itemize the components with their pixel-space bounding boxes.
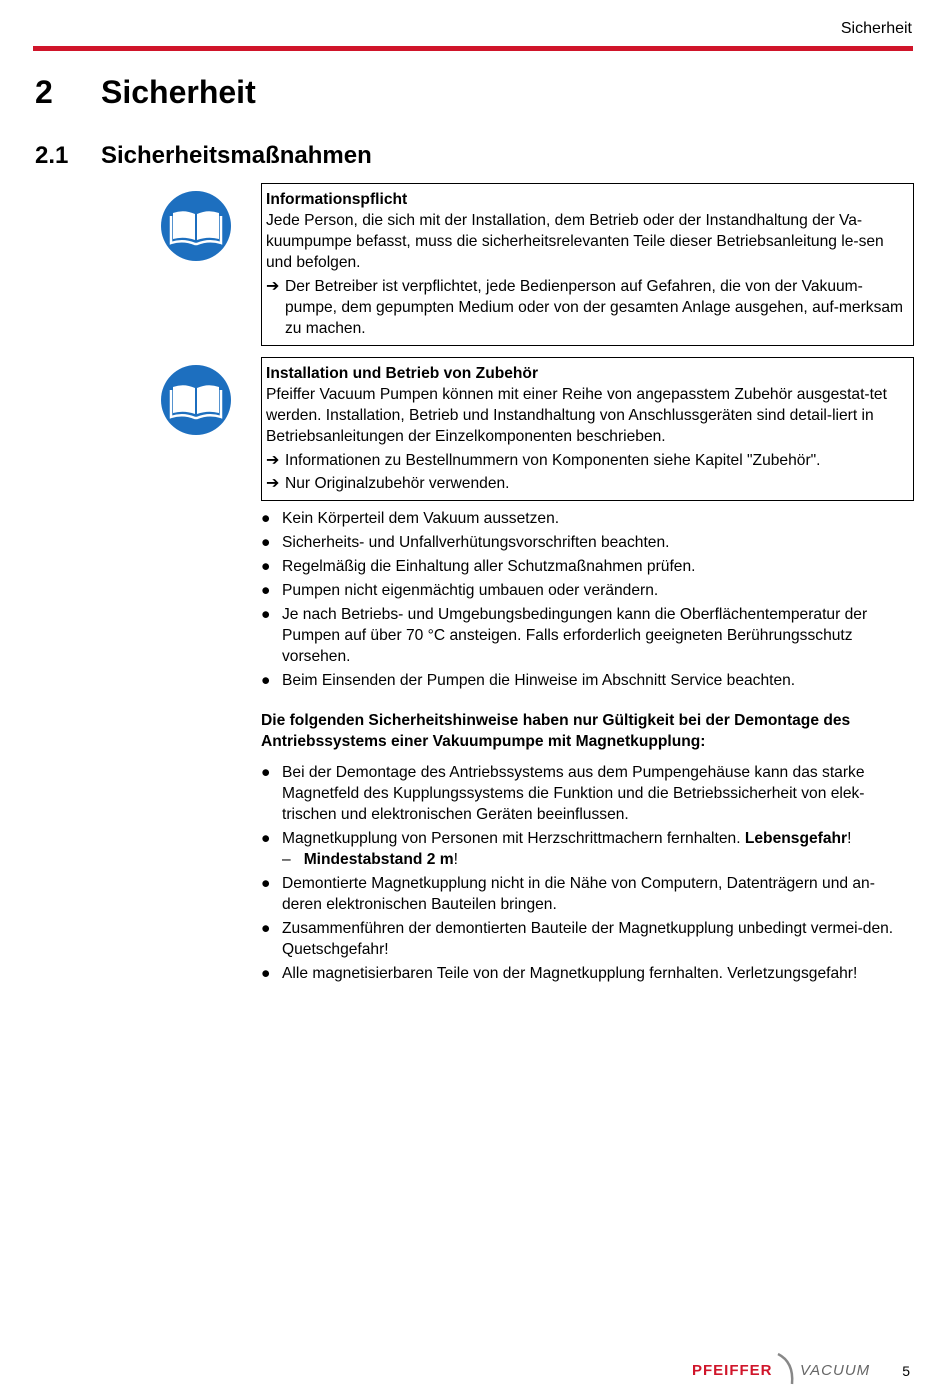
arrow-item xyxy=(266,473,909,494)
dash: – xyxy=(282,851,291,868)
safety-bullets xyxy=(261,508,911,694)
list-item-text: Bei der Demontage des Antriebssystems aus dem Pumpengehäuse kann das starke Magnetfeld des Kupplungssystems die Funktion und die Betriebssicherheit von elek-trischen und elektronischen Geräten beeinflussen. xyxy=(282,764,865,823)
arrow-icon: ➔ xyxy=(266,452,280,469)
logo-text-right: VACUUM xyxy=(800,1362,871,1379)
arrow-icon: ➔ xyxy=(266,278,280,295)
box-text: Jede Person, die sich mit der Installation, dem Betrieb oder der Instandhaltung der Va-kuumpumpe befasst, muss die sicherheitsrelevanten Teile dieser Betriebsanleitung le-sen und befolgen. xyxy=(266,212,884,271)
list-item xyxy=(261,873,911,915)
list-item-text: Je nach Betriebs- und Umgebungsbedingungen kann die Oberflächentemperatur der Pumpen auf über 70 °C ansteigen. Falls erforderlich geeigneten Berührungsschutz vorsehen. xyxy=(282,606,868,665)
info-box-informationspflicht xyxy=(261,183,914,346)
bullet-icon: ● xyxy=(261,965,271,982)
box-title: Informationspflicht xyxy=(266,191,408,208)
chapter-number: 2 xyxy=(35,74,53,110)
list-item xyxy=(261,670,911,691)
list-item-text: Magnetkupplung von Personen mit Herzschrittmachern fernhalten. xyxy=(282,830,745,847)
list-item-text: Sicherheits- und Unfallverhütungsvorschriften beachten. xyxy=(282,534,670,551)
list-item-text: Demontierte Magnetkupplung nicht in die Nähe von Computern, Datenträgern und an-deren elektronischen Bauteilen bringen. xyxy=(282,875,875,913)
list-item xyxy=(261,508,911,529)
read-manual-icon xyxy=(158,362,234,438)
arrow-item-text: Nur Originalzubehör verwenden. xyxy=(285,475,510,492)
magnet-bullets xyxy=(261,762,911,987)
bullet-icon: ● xyxy=(261,606,271,623)
list-item-text: Alle magnetisierbaren Teile von der Magnetkupplung fernhalten. Verletzungsgefahr! xyxy=(282,965,858,982)
info-box-zubehoer xyxy=(261,357,914,501)
list-item xyxy=(261,580,911,601)
list-item xyxy=(261,532,911,553)
read-manual-icon xyxy=(158,188,234,264)
punctuation: ! xyxy=(453,851,458,868)
bullet-icon: ● xyxy=(261,764,271,781)
running-header: Sicherheit xyxy=(840,20,912,37)
list-item-text: Pumpen nicht eigenmächtig umbauen oder verändern. xyxy=(282,582,659,599)
bullet-icon: ● xyxy=(261,534,271,551)
section-heading xyxy=(35,142,372,170)
pfeiffer-vacuum-logo xyxy=(692,1352,872,1386)
list-item xyxy=(261,828,911,870)
box-text: Pfeiffer Vacuum Pumpen können mit einer Reihe von angepasstem Zubehör ausgestat-tet werden. Installation, Betrieb und Instandhaltung von Anschlussgeräten sind detail-liert in Betriebsanleitungen der Einzelkomponenten beschrieben. xyxy=(266,386,887,445)
list-item xyxy=(261,604,911,667)
logo-text-left: PFEIFFER xyxy=(692,1362,773,1379)
section-title: Sicherheitsmaßnahmen xyxy=(101,142,372,169)
punctuation: ! xyxy=(847,830,852,847)
bullet-icon: ● xyxy=(261,582,271,599)
arrow-item-text: Informationen zu Bestellnummern von Komponenten siehe Kapitel "Zubehör". xyxy=(285,452,821,469)
bullet-icon: ● xyxy=(261,920,271,937)
bullet-icon: ● xyxy=(261,510,271,527)
logo-swoosh-icon xyxy=(774,1352,800,1386)
list-item xyxy=(261,556,911,577)
list-item xyxy=(261,762,911,825)
list-item xyxy=(261,963,911,984)
sub-item xyxy=(282,849,911,870)
bullet-icon: ● xyxy=(261,672,271,689)
list-item-text: Regelmäßig die Einhaltung aller Schutzmaßnahmen prüfen. xyxy=(282,558,696,575)
list-item-text: Zusammenführen der demontierten Bauteile der Magnetkupplung unbedingt vermei-den. Quetschgefahr! xyxy=(282,920,894,958)
section-number: 2.1 xyxy=(35,142,69,169)
arrow-item xyxy=(266,276,909,339)
warning-text: Lebensgefahr xyxy=(744,830,848,847)
magnet-intro: Die folgenden Sicherheitshinweise haben nur Gültigkeit bei der Demontage des Antriebssystems einer Vakuumpumpe mit Magnetkupplung: xyxy=(261,712,851,750)
list-item-text: Kein Körperteil dem Vakuum aussetzen. xyxy=(282,510,560,527)
box-title: Installation und Betrieb von Zubehör xyxy=(266,365,539,382)
bullet-icon: ● xyxy=(261,558,271,575)
bullet-icon: ● xyxy=(261,830,271,847)
chapter-heading xyxy=(35,74,256,111)
bullet-icon: ● xyxy=(261,875,271,892)
header-rule xyxy=(33,46,913,51)
list-item-text: Beim Einsenden der Pumpen die Hinweise im Abschnitt Service beachten. xyxy=(282,672,796,689)
arrow-item-text: Der Betreiber ist verpflichtet, jede Bedienperson auf Gefahren, die von der Vakuum-pumpe, dem gepumpten Medium oder von der gesamten Anlage ausgehen, auf-merksam zu machen. xyxy=(285,278,904,337)
arrow-item xyxy=(266,450,909,471)
min-distance-text: Mindestabstand 2 m xyxy=(303,851,454,868)
list-item xyxy=(261,918,911,960)
chapter-title: Sicherheit xyxy=(101,74,256,110)
arrow-icon: ➔ xyxy=(266,475,280,492)
page-number: 5 xyxy=(902,1363,910,1379)
